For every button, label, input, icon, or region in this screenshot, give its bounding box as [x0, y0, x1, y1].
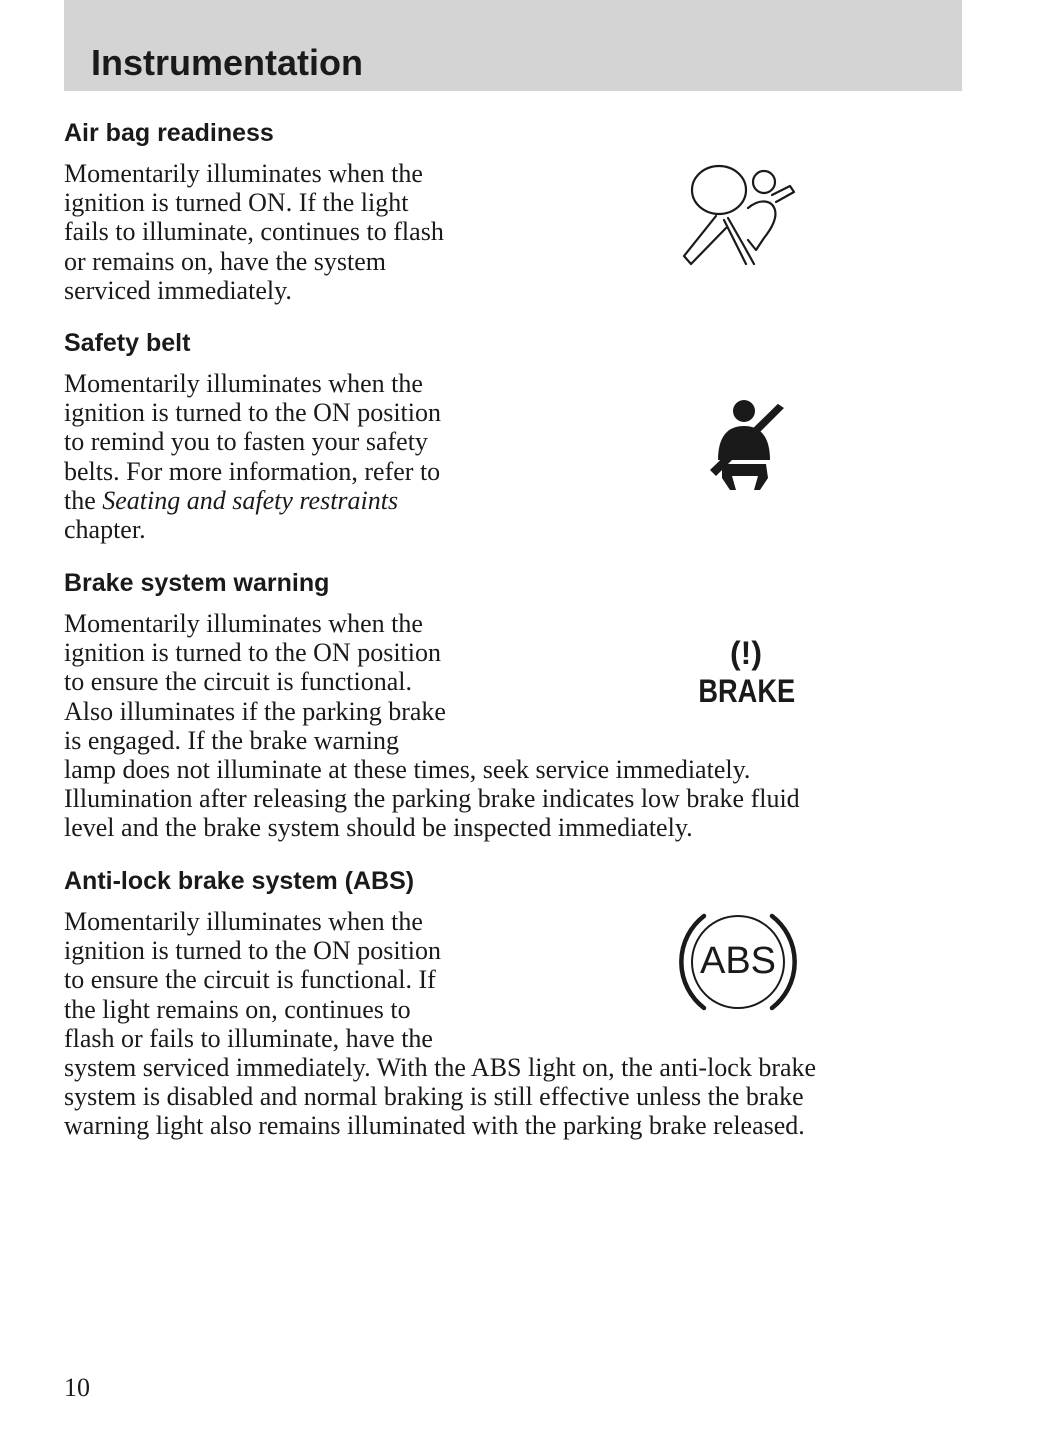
text-line: to remind you to fasten your safety: [64, 427, 428, 457]
brake-label: BRAKE: [698, 673, 796, 709]
text-fragment: the: [64, 485, 103, 515]
brake-heading: Brake system warning: [64, 569, 330, 597]
text-line: is engaged. If the brake warning: [64, 725, 399, 755]
text-line: or remains on, have the system: [64, 246, 387, 276]
chapter-reference: Seating and safety restraints: [102, 485, 399, 515]
brake-symbol: (!): [730, 635, 762, 671]
text-line: level and the brake system should be inspected immediately.: [64, 813, 693, 843]
text-line: the light remains on, continues to: [64, 994, 411, 1024]
airbag-icon: [676, 160, 800, 270]
belt-heading: Safety belt: [64, 329, 191, 357]
page-number: 10: [64, 1373, 90, 1402]
text-line: lamp does not illuminate at these times, seek service immediately.: [64, 755, 751, 785]
text-line: Momentarily illuminates when the: [64, 609, 423, 638]
abs-warning-icon: [672, 908, 804, 1016]
text-line: to ensure the circuit is functional. If: [64, 965, 436, 995]
text-line: system serviced immediately. With the ABS light on, the anti-lock brake: [64, 1053, 817, 1083]
text-line: chapter.: [64, 515, 146, 545]
airbag-heading: Air bag readiness: [64, 119, 274, 147]
text-line: Illumination after releasing the parking brake indicates low brake fluid: [64, 784, 800, 814]
text-line: flash or fails to illuminate, have the: [64, 1023, 433, 1053]
text-line: Momentarily illuminates when the: [64, 369, 423, 398]
abs-label: ABS: [699, 940, 777, 982]
text-line: ignition is turned ON. If the light: [64, 188, 409, 218]
header-bar: [64, 0, 962, 91]
brake-warning-icon: [690, 634, 802, 710]
text-line: Momentarily illuminates when the: [64, 907, 423, 936]
belt-text: [64, 369, 441, 544]
text-line: to ensure the circuit is functional.: [64, 667, 413, 697]
text-line: fails to illuminate, continues to flash: [64, 217, 444, 247]
text-line: ignition is turned to the ON position: [64, 398, 441, 428]
seatbelt-icon: [700, 398, 790, 494]
text-line: warning light also remains illuminated with the parking brake released.: [64, 1111, 805, 1141]
text-line: belts. For more information, refer to: [64, 456, 441, 486]
abs-heading: Anti-lock brake system (ABS): [64, 867, 415, 895]
text-line: serviced immediately.: [64, 275, 292, 305]
page-title: Instrumentation: [91, 42, 364, 83]
text-line: ignition is turned to the ON position: [64, 638, 441, 668]
text-line: Also illuminates if the parking brake: [64, 696, 446, 726]
airbag-text: [64, 159, 444, 305]
text-line: system is disabled and normal braking is still effective unless the brake: [64, 1082, 804, 1112]
text-line: Momentarily illuminates when the: [64, 159, 423, 188]
text-line: ignition is turned to the ON position: [64, 936, 441, 966]
text-line: [64, 486, 441, 515]
